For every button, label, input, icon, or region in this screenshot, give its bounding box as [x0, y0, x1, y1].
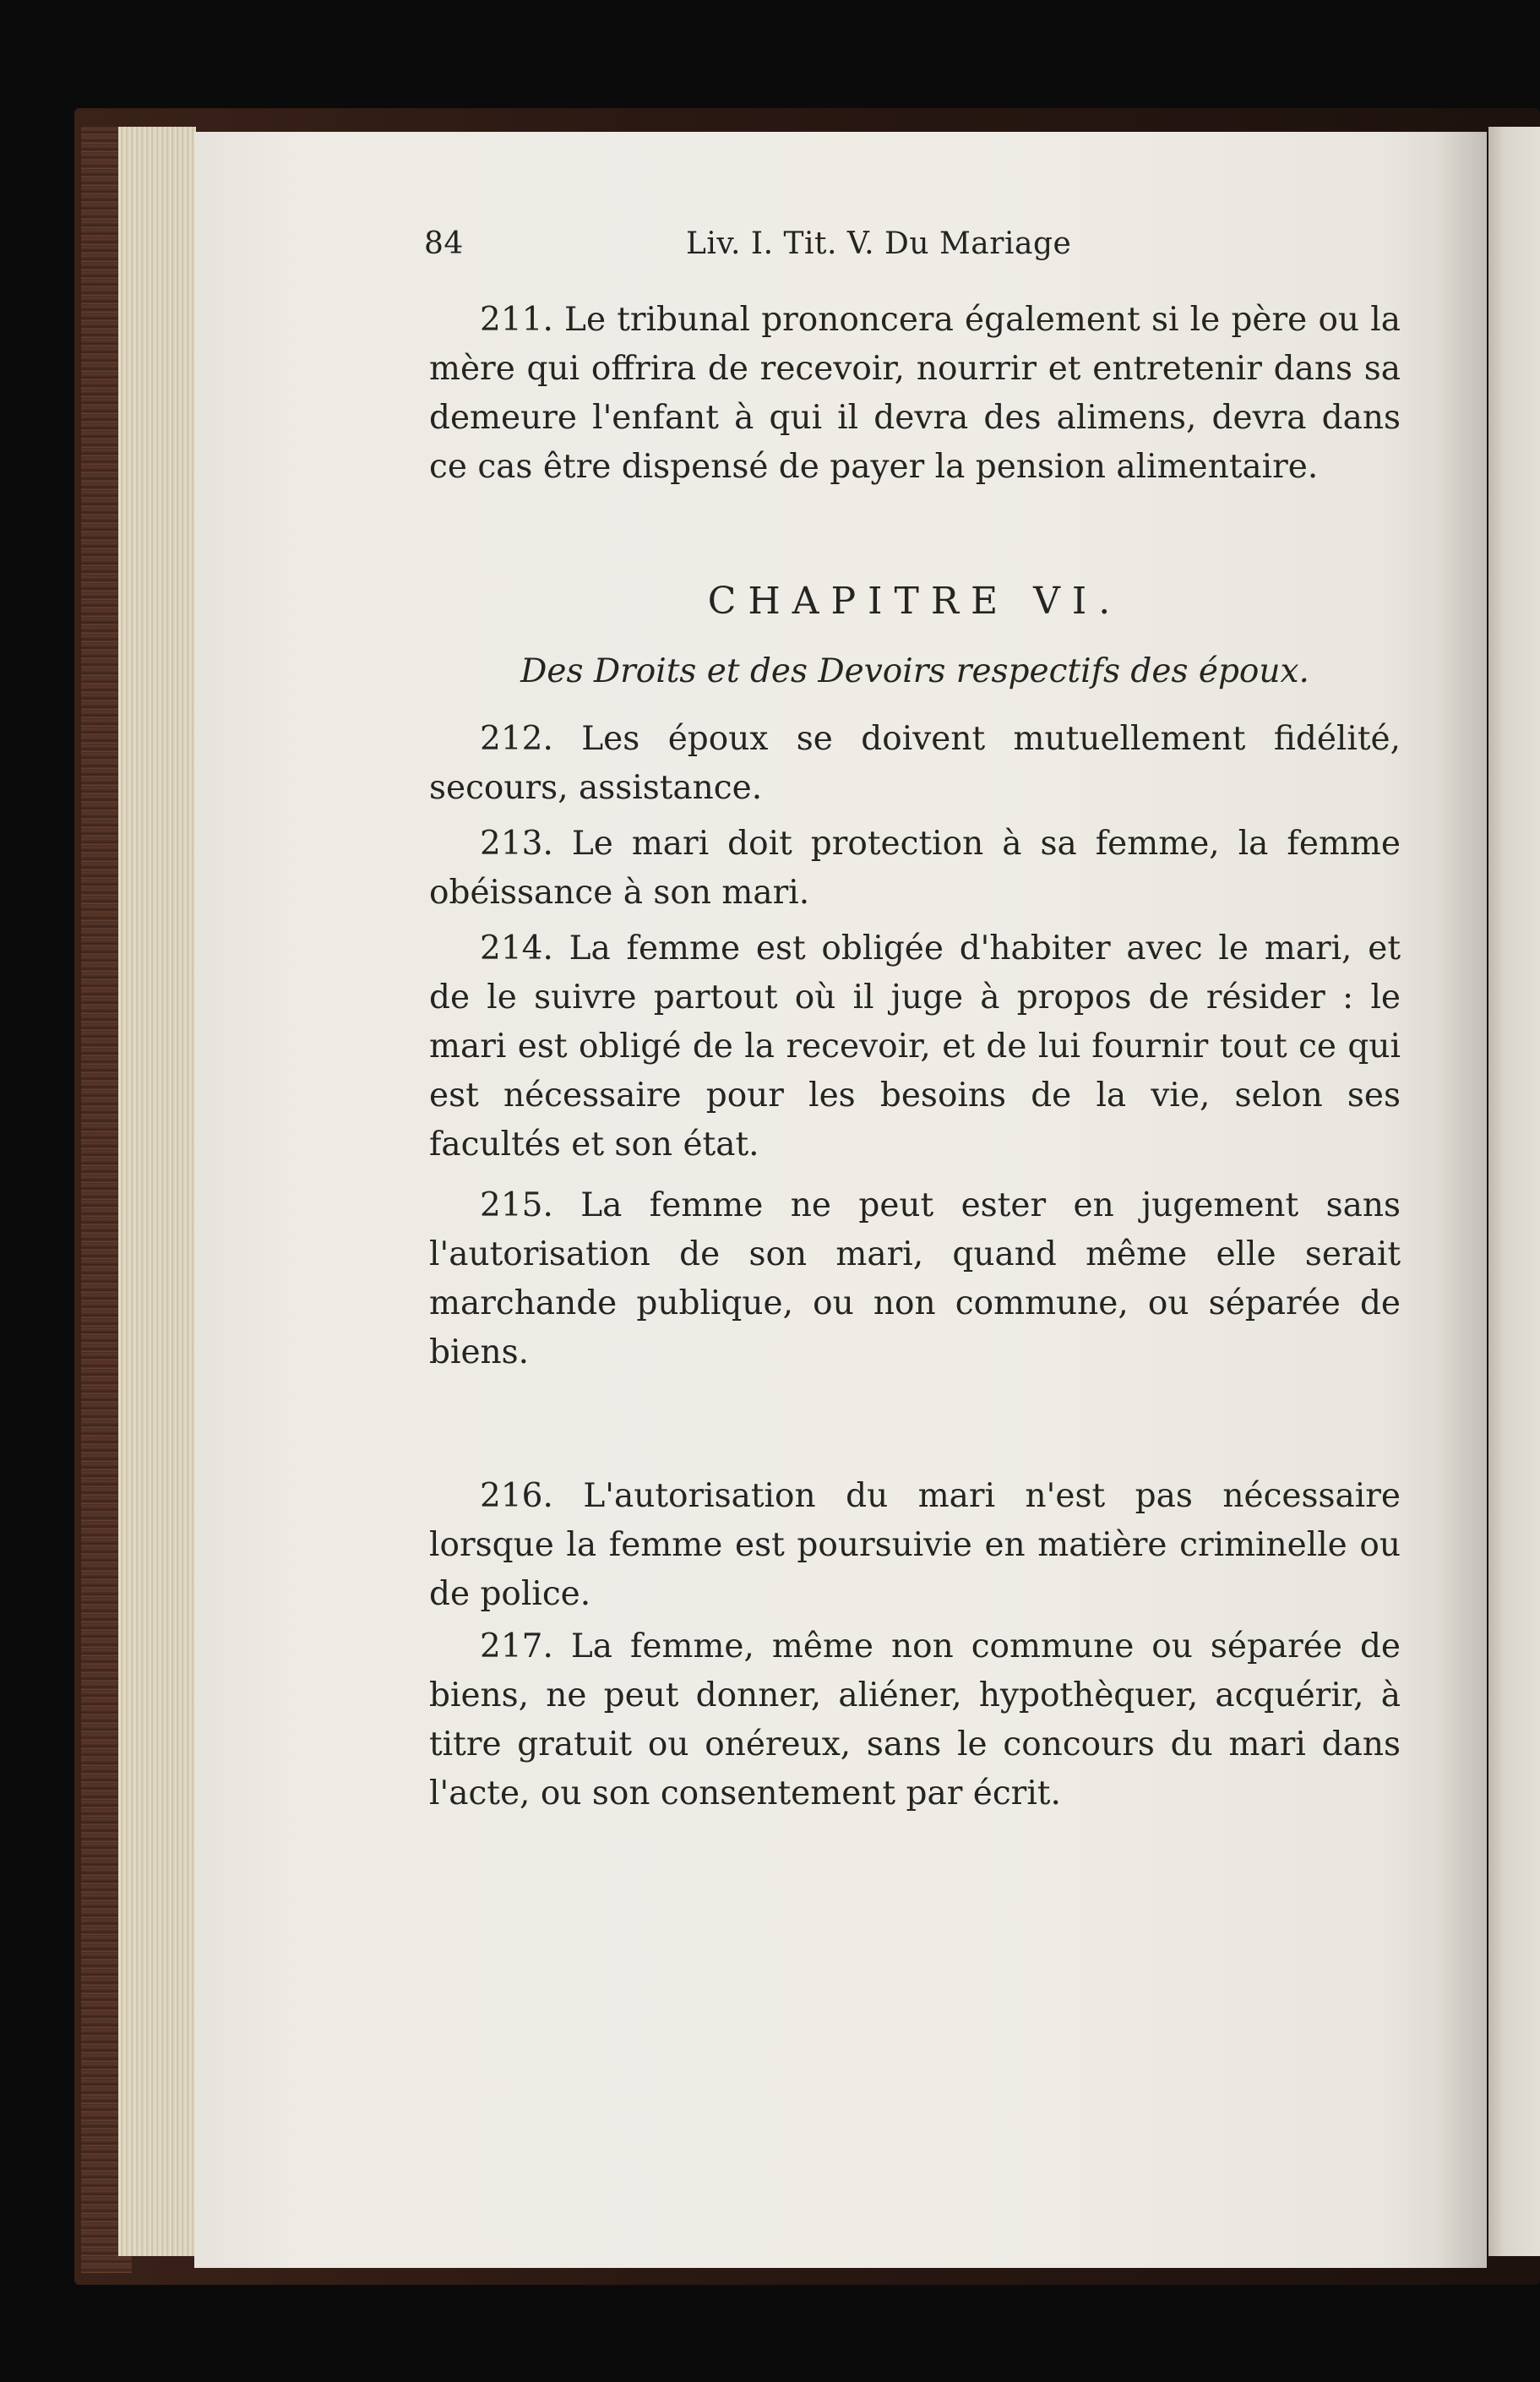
article-213: 213. Le mari doit protection à sa femme, la femme obéissance à son mari. [429, 825, 1401, 912]
article-212: 212. Les époux se doivent mutuellement fidélité, secours, assistance. [429, 720, 1401, 807]
gutter-shadow [1436, 132, 1488, 2268]
chapter-title: CHAPITRE VI. [707, 580, 1123, 623]
page-number: 84 [424, 226, 464, 261]
running-head: Liv. I. Tit. V. Du Mariage [686, 226, 1072, 261]
page-edges [118, 127, 196, 2256]
chapter-subtitle: Des Droits et des Devoirs respectifs des époux. [520, 652, 1309, 690]
facing-page-edge [1488, 127, 1540, 2256]
article-217: 217. La femme, même non commune ou séparée de biens, ne peut donner, aliéner, hypothèquer, acquérir, à titre gratuit ou onéreux, sans le concours du mari dans l'acte, ou son consentement par écrit. [429, 1627, 1401, 1812]
article-214: 214. La femme est obligée d'habiter avec le mari, et de le suivre partout où il juge à propos de résider : le mari est obligé de la recevoir, et de lui fournir tout ce qui est nécessaire pour les besoins de la vie, selon ses facultés et son état. [429, 929, 1401, 1164]
article-216: 216. L'autorisation du mari n'est pas nécessaire lorsque la femme est poursuivie en matière criminelle ou de police. [429, 1477, 1401, 1613]
article-211: 211. Le tribunal prononcera également si le père ou la mère qui offrira de recevoir, nourrir et entretenir dans sa demeure l'enfant à qui il devra des alimens, devra dans ce cas être dispensé de payer la pension alimentaire. [429, 301, 1401, 486]
article-215: 215. La femme ne peut ester en jugement sans l'autorisation de son mari, quand même elle serait marchande publique, ou non commune, ou séparée de biens. [429, 1186, 1401, 1371]
